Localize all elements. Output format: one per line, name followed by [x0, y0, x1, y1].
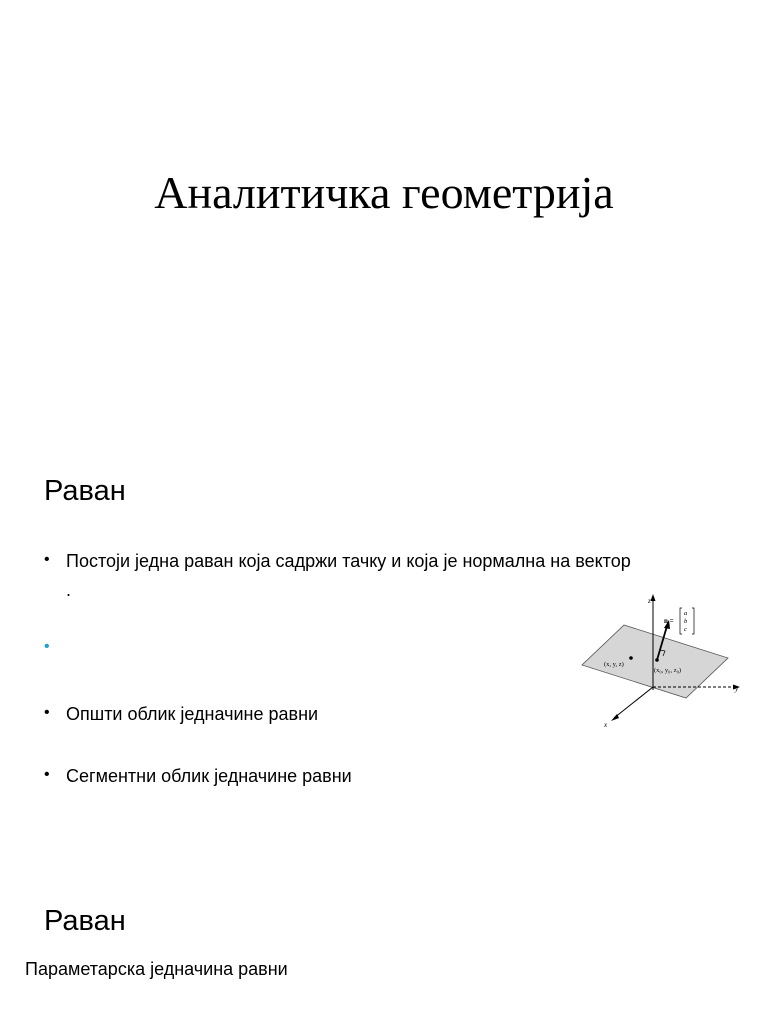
- bullet-dot: •: [44, 766, 50, 783]
- vector-component-c: c: [684, 626, 687, 633]
- z-axis-arrow: [651, 594, 656, 601]
- vector-component-a: a: [684, 610, 688, 617]
- point-xyz-label: (x, y, z): [604, 661, 624, 668]
- vector-bracket-right: [692, 608, 694, 634]
- point-xyz-dot: [629, 656, 633, 660]
- slide-title: Аналитичка геометрија: [154, 167, 614, 218]
- vector-bracket-left: [680, 608, 682, 634]
- bullet-dot: •: [44, 704, 50, 721]
- bullet-text: Сегментни облик једначине равни: [66, 766, 352, 786]
- z-axis-label: z: [648, 597, 651, 605]
- bullet-item: [44, 762, 734, 790]
- subtitle-parametric-equation: Параметарска једначина равни: [25, 959, 288, 979]
- bullet-continuation: .: [66, 580, 72, 600]
- normal-label: n =: [664, 617, 674, 625]
- section-heading-plane-2: Раван: [44, 905, 126, 937]
- bullet-dot-accent: •: [44, 638, 50, 655]
- bullet-dot: •: [44, 551, 50, 568]
- x-axis-line: [614, 687, 653, 718]
- bullet-text: Општи облик једначине равни: [66, 704, 319, 724]
- bullet-text: Постоји једна раван која садржи тачку и која је нормална на вектор: [66, 551, 631, 571]
- plane-normal-figure: [574, 590, 744, 735]
- section-heading-plane: Раван: [44, 475, 126, 507]
- point-zero-label: (x₀, y₀, z₀): [654, 667, 682, 674]
- x-axis-label: x: [604, 721, 608, 729]
- vector-component-b: b: [684, 618, 688, 625]
- y-axis-label: y: [735, 685, 739, 693]
- point-zero-dot: [655, 658, 659, 662]
